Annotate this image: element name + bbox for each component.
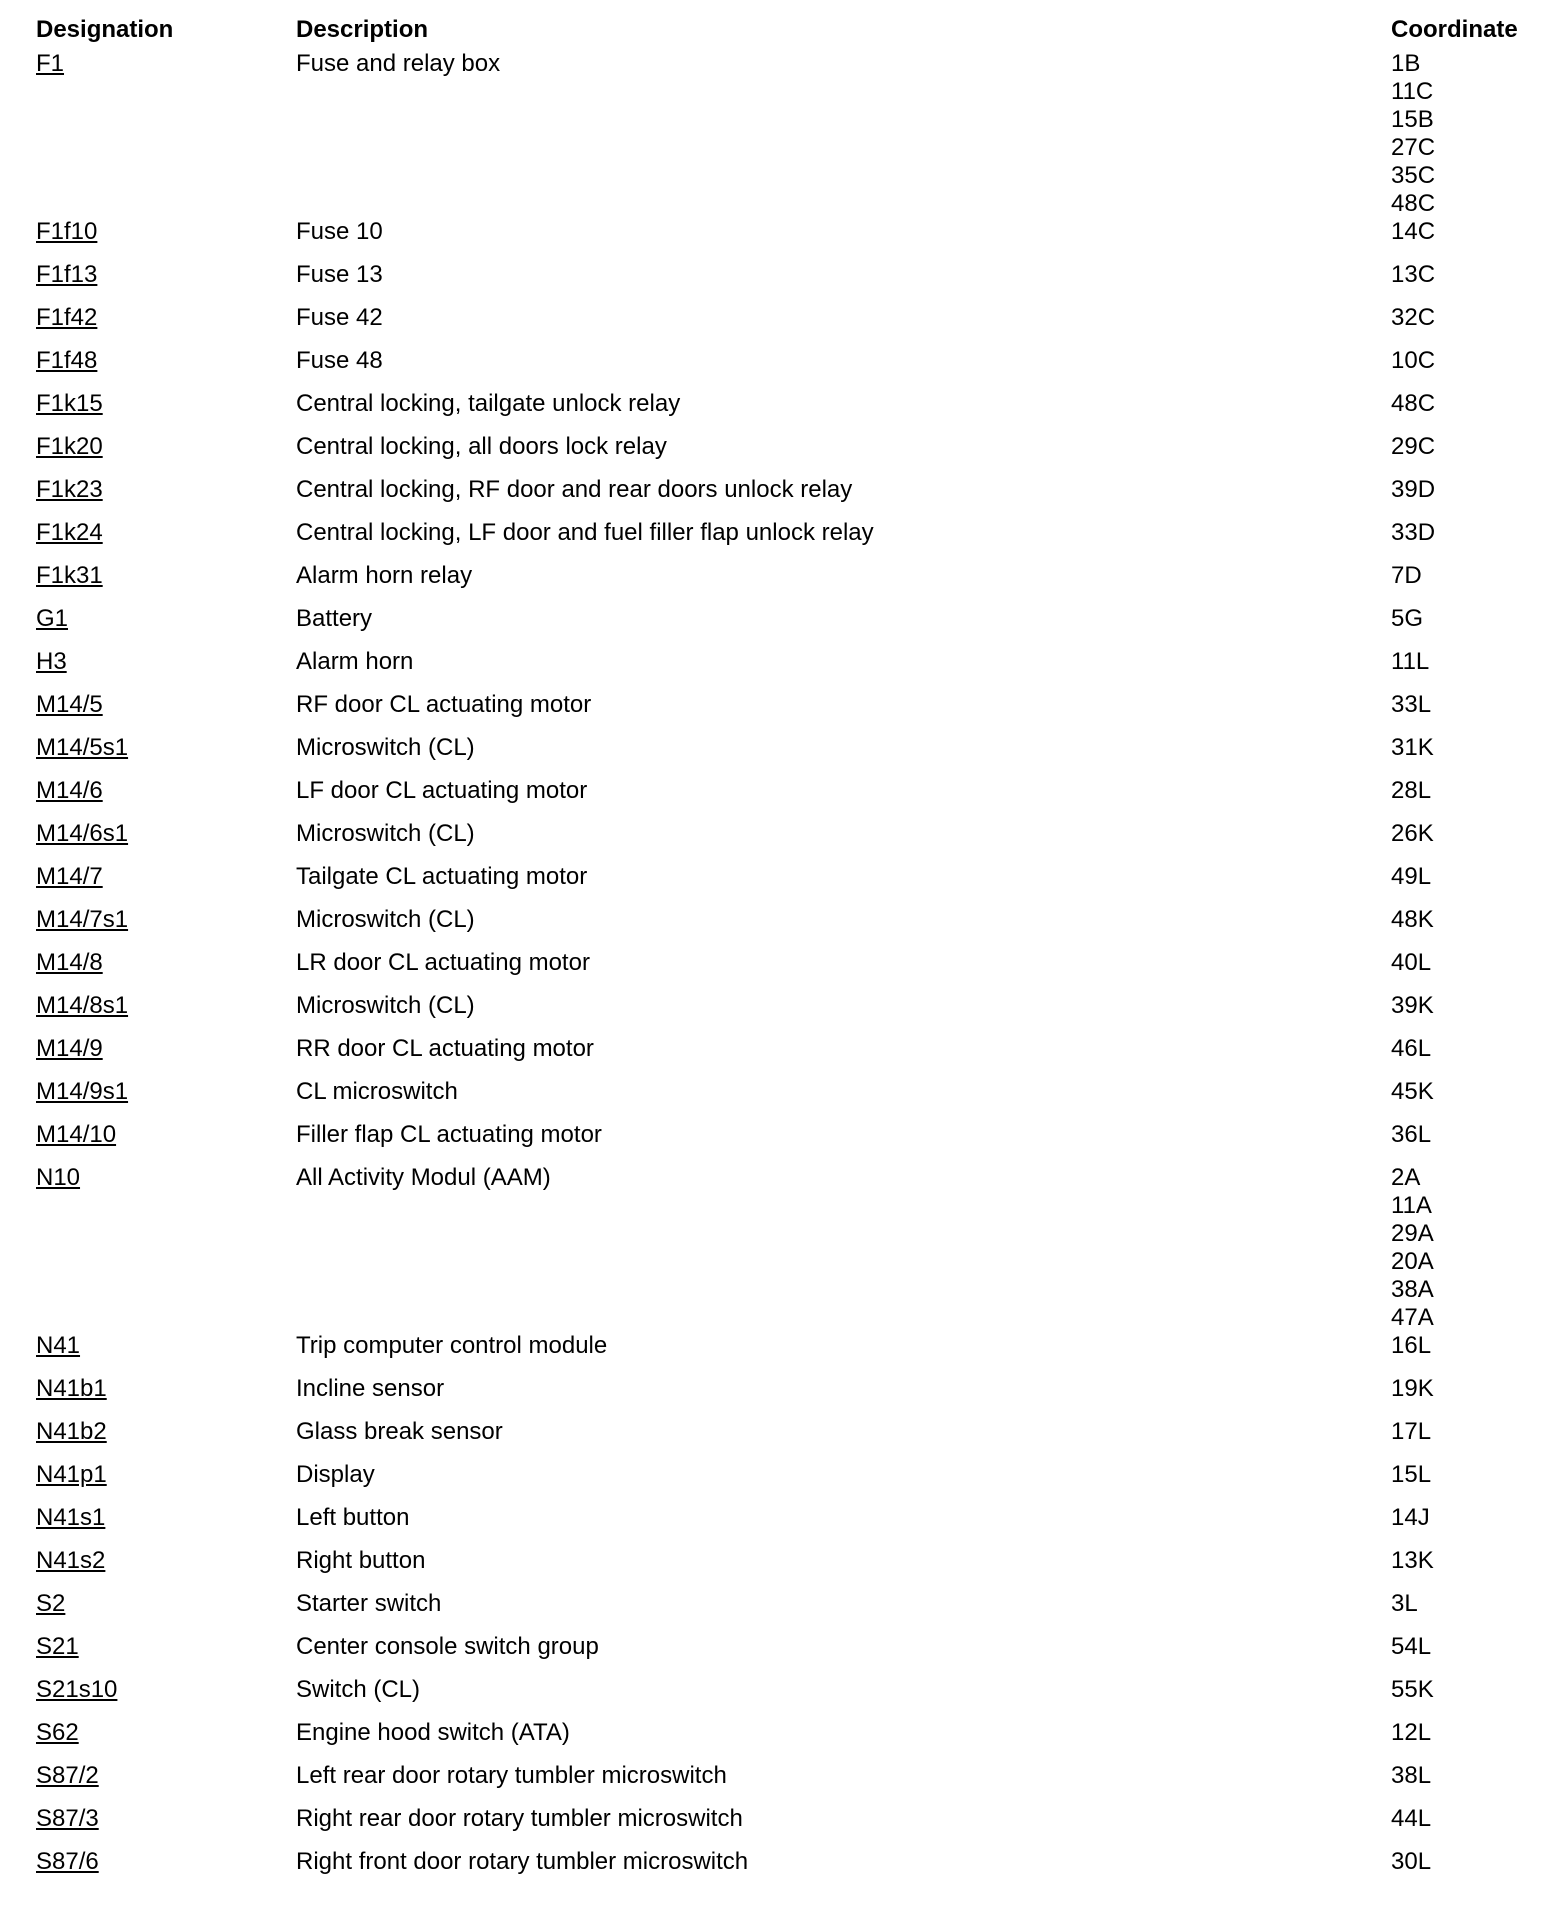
coordinate-cell [1391, 1164, 1536, 1332]
coordinate-value: 14J [1391, 1504, 1430, 1531]
designation-cell [36, 218, 296, 246]
designation-link[interactable]: M14/5 [36, 691, 103, 718]
coordinate-cell [1391, 1418, 1536, 1446]
designation-cell [36, 1633, 296, 1661]
designation-cell [36, 1375, 296, 1403]
coordinate-cell [1391, 1590, 1536, 1618]
coordinate-cell [1391, 820, 1536, 848]
coordinate-cell [1391, 906, 1536, 934]
table-row [36, 1332, 1536, 1375]
designation-cell [36, 1547, 296, 1575]
designation-cell [36, 476, 296, 504]
designation-cell [36, 949, 296, 977]
description-cell: RR door CL actuating motor [296, 1035, 594, 1062]
table-row [36, 1719, 1536, 1762]
description-cell: Filler flap CL actuating motor [296, 1121, 602, 1148]
table-row [36, 1547, 1536, 1590]
description-cell: Fuse 10 [296, 218, 383, 245]
coordinate-value: 32C [1391, 304, 1436, 331]
coordinate-cell [1391, 1676, 1536, 1704]
designation-cell [36, 1035, 296, 1063]
designation-link[interactable]: H3 [36, 648, 67, 675]
description-cell: Microswitch (CL) [296, 820, 475, 847]
designation-link[interactable]: M14/9 [36, 1035, 103, 1062]
coordinate-value: 40L [1391, 949, 1432, 976]
coordinate-value: 11A [1391, 1192, 1432, 1219]
description-cell: Tailgate CL actuating motor [296, 863, 588, 890]
coordinate-value: 13C [1391, 261, 1436, 288]
coordinate-cell [1391, 519, 1536, 547]
designation-cell [36, 347, 296, 375]
description-cell: Fuse 13 [296, 261, 383, 288]
designation-cell [36, 1504, 296, 1532]
description-cell: Engine hood switch (ATA) [296, 1719, 570, 1746]
designation-link[interactable]: N41p1 [36, 1461, 107, 1488]
coordinate-value: 19K [1391, 1375, 1434, 1402]
designation-link[interactable]: N41s1 [36, 1504, 106, 1531]
coordinate-value: 5G [1391, 605, 1424, 632]
designation-link[interactable]: F1f10 [36, 218, 98, 245]
description-cell: CL microswitch [296, 1078, 458, 1105]
coordinate-value: 15L [1391, 1461, 1432, 1488]
coordinate-cell [1391, 863, 1536, 891]
designation-link[interactable]: M14/5s1 [36, 734, 129, 761]
coordinate-cell [1391, 390, 1536, 418]
table-row [36, 50, 1536, 218]
designation-cell [36, 433, 296, 461]
description-cell: Trip computer control module [296, 1332, 608, 1359]
description-cell: All Activity Modul (AAM) [296, 1164, 551, 1191]
description-cell: LR door CL actuating motor [296, 949, 590, 976]
designation-link[interactable]: F1 [36, 50, 65, 77]
coordinate-value: 14C [1391, 218, 1436, 245]
coordinate-value: 17L [1391, 1418, 1432, 1445]
coordinate-value: 31K [1391, 734, 1434, 761]
designation-link[interactable]: F1f48 [36, 347, 98, 374]
designation-cell [36, 1418, 296, 1446]
coordinate-cell [1391, 648, 1536, 676]
coordinate-value: 35C [1391, 162, 1436, 189]
designation-cell [36, 261, 296, 289]
description-cell: Microswitch (CL) [296, 992, 475, 1019]
coordinate-value: 12L [1391, 1719, 1432, 1746]
coordinate-value: 3L [1391, 1590, 1418, 1617]
coordinate-header: Coordinate [1391, 16, 1518, 43]
coordinate-value: 33L [1391, 691, 1432, 718]
coordinate-value: 11C [1391, 78, 1434, 105]
designation-link[interactable]: M14/8s1 [36, 992, 129, 1019]
description-cell: Microswitch (CL) [296, 906, 475, 933]
description-header: Description [296, 16, 429, 43]
designation-cell [36, 734, 296, 762]
coordinate-value: 36L [1391, 1121, 1432, 1148]
coordinate-cell [1391, 261, 1536, 289]
coordinate-cell [1391, 1547, 1536, 1575]
designation-link[interactable]: S62 [36, 1719, 79, 1746]
table-row [36, 218, 1536, 261]
table-row [36, 820, 1536, 863]
designation-cell [36, 1164, 296, 1192]
coordinate-cell [1391, 1719, 1536, 1747]
description-cell: Fuse and relay box [296, 50, 501, 77]
table-row [36, 777, 1536, 820]
description-cell: Microswitch (CL) [296, 734, 475, 761]
coordinate-cell [1391, 1035, 1536, 1063]
table-row [36, 562, 1536, 605]
coordinate-cell [1391, 1332, 1536, 1360]
designation-link[interactable]: M14/6 [36, 777, 103, 804]
coordinate-cell [1391, 1375, 1536, 1403]
designation-cell [36, 605, 296, 633]
designation-link[interactable]: F1k23 [36, 476, 103, 503]
designation-cell [36, 1676, 296, 1704]
table-row [36, 1164, 1536, 1332]
table-row [36, 1762, 1536, 1805]
coordinate-value: 47A [1391, 1304, 1434, 1331]
table-row [36, 1676, 1536, 1719]
coordinate-cell [1391, 1461, 1536, 1489]
coordinate-value: 29C [1391, 433, 1436, 460]
coordinate-value: 48C [1391, 390, 1436, 417]
description-cell: Alarm horn [296, 648, 414, 675]
coordinate-cell [1391, 1121, 1536, 1149]
designation-cell [36, 390, 296, 418]
description-cell: Fuse 48 [296, 347, 383, 374]
coordinate-cell [1391, 1805, 1536, 1833]
coordinate-value: 20A [1391, 1248, 1434, 1275]
designation-cell [36, 906, 296, 934]
table-row [36, 691, 1536, 734]
designation-cell [36, 992, 296, 1020]
table-row [36, 261, 1536, 304]
designation-link[interactable]: F1f42 [36, 304, 98, 331]
coordinate-value: 45K [1391, 1078, 1434, 1105]
table-row [36, 347, 1536, 390]
designation-link[interactable]: N41 [36, 1332, 81, 1359]
designation-link[interactable]: M14/8 [36, 949, 103, 976]
component-legend-table [36, 10, 1536, 1891]
coordinate-value: 48K [1391, 906, 1434, 933]
table-row [36, 1461, 1536, 1504]
designation-link[interactable]: M14/7 [36, 863, 103, 890]
coordinate-cell [1391, 691, 1536, 719]
coordinate-cell [1391, 777, 1536, 805]
description-cell: Center console switch group [296, 1633, 599, 1660]
table-row [36, 433, 1536, 476]
coordinate-value: 28L [1391, 777, 1432, 804]
coordinate-cell [1391, 304, 1536, 332]
coordinate-cell [1391, 949, 1536, 977]
coordinate-value: 13K [1391, 1547, 1434, 1574]
designation-cell [36, 863, 296, 891]
designation-cell [36, 648, 296, 676]
description-cell: Central locking, tailgate unlock relay [296, 390, 681, 417]
designation-link[interactable]: M14/10 [36, 1121, 117, 1148]
designation-cell [36, 519, 296, 547]
designation-link[interactable]: N10 [36, 1164, 81, 1191]
description-cell: Left rear door rotary tumbler microswitch [296, 1762, 727, 1789]
coordinate-value: 30L [1391, 1848, 1432, 1875]
coordinate-value: 16L [1391, 1332, 1432, 1359]
designation-cell [36, 1762, 296, 1790]
designation-link[interactable]: M14/6s1 [36, 820, 129, 847]
coordinate-cell [1391, 476, 1536, 504]
description-cell: LF door CL actuating motor [296, 777, 588, 804]
designation-cell [36, 1332, 296, 1360]
coordinate-value: 7D [1391, 562, 1422, 589]
description-cell: Alarm horn relay [296, 562, 473, 589]
table-header [36, 10, 1536, 50]
table-row [36, 519, 1536, 562]
table-row [36, 863, 1536, 906]
designation-link[interactable]: M14/7s1 [36, 906, 129, 933]
designation-cell [36, 1719, 296, 1747]
designation-cell [36, 1848, 296, 1876]
designation-link[interactable]: N41b2 [36, 1418, 107, 1445]
coordinate-cell [1391, 1078, 1536, 1106]
coordinate-cell [1391, 1633, 1536, 1661]
description-cell: Incline sensor [296, 1375, 445, 1402]
description-cell: Right rear door rotary tumbler microswitch [296, 1805, 743, 1832]
designation-link[interactable]: S21 [36, 1633, 79, 1660]
designation-link[interactable]: M14/9s1 [36, 1078, 129, 1105]
coordinate-value: 33D [1391, 519, 1436, 546]
coordinate-value: 38L [1391, 1762, 1432, 1789]
coordinate-cell [1391, 562, 1536, 590]
coordinate-cell [1391, 50, 1536, 218]
coordinate-value: 38A [1391, 1276, 1434, 1303]
coordinate-cell [1391, 734, 1536, 762]
table-row [36, 1504, 1536, 1547]
table-row [36, 476, 1536, 519]
coordinate-cell [1391, 1848, 1536, 1876]
designation-link[interactable]: S21s10 [36, 1676, 118, 1703]
designation-link[interactable]: S87/6 [36, 1848, 99, 1875]
description-cell: Right front door rotary tumbler microswitch [296, 1848, 749, 1875]
coordinate-value: 49L [1391, 863, 1432, 890]
designation-header: Designation [36, 16, 174, 43]
table-row [36, 1121, 1536, 1164]
designation-link[interactable]: F1k24 [36, 519, 103, 546]
coordinate-value: 27C [1391, 134, 1436, 161]
designation-cell [36, 1805, 296, 1833]
coordinate-value: 10C [1391, 347, 1436, 374]
description-cell: Fuse 42 [296, 304, 383, 331]
coordinate-cell [1391, 1762, 1536, 1790]
description-cell: Display [296, 1461, 375, 1488]
table-row [36, 906, 1536, 949]
table-row [36, 1418, 1536, 1461]
coordinate-value: 55K [1391, 1676, 1434, 1703]
coordinate-value: 1B [1391, 50, 1421, 77]
designation-cell [36, 562, 296, 590]
table-row [36, 1633, 1536, 1676]
designation-cell [36, 1121, 296, 1149]
coordinate-value: 2A [1391, 1164, 1421, 1191]
designation-cell [36, 1461, 296, 1489]
designation-link[interactable]: F1k31 [36, 562, 103, 589]
designation-cell [36, 1590, 296, 1618]
table-row [36, 304, 1536, 347]
table-row [36, 390, 1536, 433]
designation-cell [36, 691, 296, 719]
table-row [36, 648, 1536, 691]
table-body [36, 50, 1536, 1891]
designation-link[interactable]: N41b1 [36, 1375, 107, 1402]
designation-link[interactable]: F1k20 [36, 433, 103, 460]
description-cell: RF door CL actuating motor [296, 691, 592, 718]
coordinate-value: 29A [1391, 1220, 1434, 1247]
table-row [36, 949, 1536, 992]
designation-link[interactable]: F1f13 [36, 261, 98, 288]
coordinate-value: 26K [1391, 820, 1434, 847]
coordinate-cell [1391, 605, 1536, 633]
coordinate-value: 11L [1391, 648, 1430, 675]
table-row [36, 1375, 1536, 1418]
designation-link[interactable]: N41s2 [36, 1547, 106, 1574]
description-cell: Central locking, LF door and fuel filler flap unlock relay [296, 519, 874, 546]
coordinate-value: 39D [1391, 476, 1436, 503]
designation-cell [36, 777, 296, 805]
coordinate-value: 46L [1391, 1035, 1432, 1062]
designation-cell [36, 304, 296, 332]
description-cell: Battery [296, 605, 373, 632]
table-row [36, 1078, 1536, 1121]
table-row [36, 734, 1536, 777]
designation-cell [36, 50, 296, 78]
description-cell: Central locking, all doors lock relay [296, 433, 667, 460]
designation-link[interactable]: S87/2 [36, 1762, 99, 1789]
coordinate-cell [1391, 1504, 1536, 1532]
coordinate-value: 15B [1391, 106, 1434, 133]
table-row [36, 1035, 1536, 1078]
designation-link[interactable]: S2 [36, 1590, 66, 1617]
table-row [36, 605, 1536, 648]
description-cell: Glass break sensor [296, 1418, 503, 1445]
description-cell: Right button [296, 1547, 426, 1574]
designation-link[interactable]: G1 [36, 605, 69, 632]
coordinate-cell [1391, 992, 1536, 1020]
designation-cell [36, 1078, 296, 1106]
description-cell: Left button [296, 1504, 410, 1531]
table-row [36, 1590, 1536, 1633]
table-row [36, 1805, 1536, 1848]
coordinate-cell [1391, 218, 1536, 246]
designation-cell [36, 820, 296, 848]
description-cell: Starter switch [296, 1590, 442, 1617]
description-cell: Central locking, RF door and rear doors unlock relay [296, 476, 853, 503]
coordinate-cell [1391, 433, 1536, 461]
coordinate-value: 44L [1391, 1805, 1432, 1832]
designation-link[interactable]: F1k15 [36, 390, 103, 417]
coordinate-cell [1391, 347, 1536, 375]
coordinate-value: 39K [1391, 992, 1434, 1019]
designation-link[interactable]: S87/3 [36, 1805, 99, 1832]
table-row [36, 1848, 1536, 1891]
table-row [36, 992, 1536, 1035]
coordinate-value: 48C [1391, 190, 1436, 217]
description-cell: Switch (CL) [296, 1676, 421, 1703]
coordinate-value: 54L [1391, 1633, 1432, 1660]
